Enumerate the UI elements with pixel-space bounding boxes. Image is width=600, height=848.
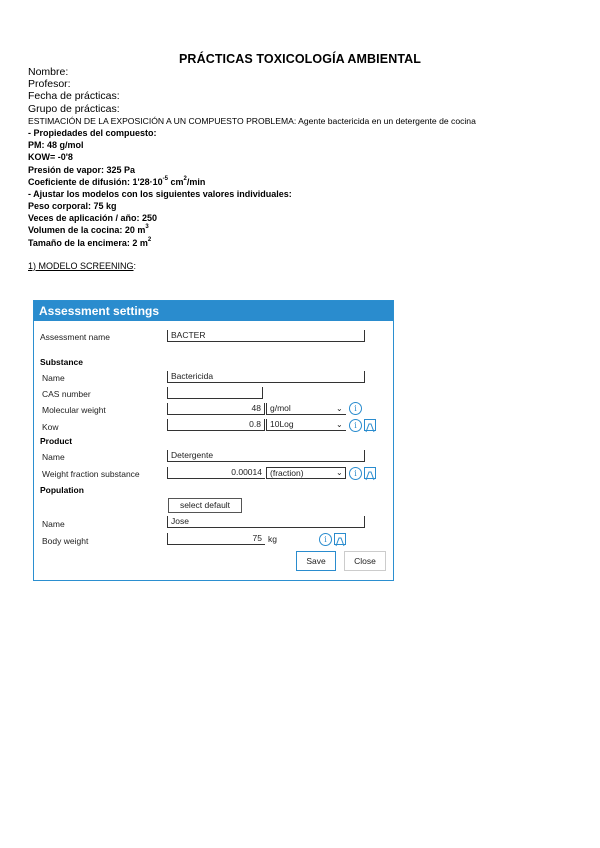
difusion-prefix: Coeficiente de difusión: 1'28·10 [28,176,163,187]
chevron-down-icon[interactable]: ⌄ [336,468,343,477]
modelo-line [28,260,588,272]
modelo-heading: 1) MODELO SCREENING [28,260,134,271]
cas-number-field[interactable] [167,387,263,399]
veces-line: Veces de aplicación / año: 250 [28,213,158,224]
molecular-weight-unit-select[interactable]: g/mol [266,403,346,415]
distribution-curve-icon [365,423,375,433]
substance-name-field[interactable]: Bactericida [167,371,365,383]
difusion-line [28,176,588,188]
population-name-label: Name [42,519,65,529]
propiedades-header: - Propiedades del compuesto: [28,127,157,138]
difusion-exponent-2: 2 [183,175,187,182]
difusion-suffix: /min [186,176,206,187]
weight-fraction-label: Weight fraction substance [42,469,140,479]
product-section-label: Product [40,436,73,446]
body-weight-label: Body weight [42,536,89,546]
info-icon[interactable]: i [349,402,362,415]
difusion-mid: cm [168,176,184,187]
close-button[interactable]: Close [344,551,386,571]
substance-section-label: Substance [40,357,83,367]
cas-number-label: CAS number [42,389,91,399]
chevron-down-icon[interactable]: ⌄ [336,404,343,413]
product-name-field[interactable]: Detergente [167,450,365,462]
profesor-line: Profesor: [28,78,71,91]
distribution-icon[interactable] [364,467,376,479]
grupo-line: Grupo de prácticas: [28,102,120,115]
tamano-line [28,237,588,249]
info-icon[interactable]: i [319,533,332,546]
pm-line: PM: 48 g/mol [28,140,84,151]
peso-line: Peso corporal: 75 kg [28,201,117,212]
molecular-weight-field[interactable]: 48 [167,403,265,415]
tamano-exponent: 2 [147,236,152,243]
distribution-curve-icon [365,471,375,481]
presion-line: Presión de vapor: 325 Pa [28,164,136,175]
assessment-name-field[interactable]: BACTER [167,330,365,342]
select-default-button[interactable]: select default [168,498,242,513]
kow-unit-select[interactable]: 10Log [266,419,346,431]
volumen-line [28,224,588,236]
body-weight-unit: kg [268,534,277,544]
kow-label: Kow [42,422,59,432]
distribution-icon[interactable] [334,533,346,545]
tamano-prefix: Tamaño de la encimera: 2 m [28,237,148,248]
difusion-exponent: -5 [162,175,169,182]
kow-field[interactable]: 0.8 [167,419,265,431]
population-name-field[interactable]: Jose [167,516,365,528]
nombre-line: Nombre: [28,66,69,78]
weight-fraction-unit-select[interactable]: (fraction) [266,467,346,479]
population-section-label: Population [40,485,84,495]
save-button[interactable]: Save [296,551,336,571]
dialog-header: Assessment settings [34,301,393,321]
assessment-settings-screenshot [33,300,394,581]
distribution-curve-icon [335,537,345,547]
estimacion-line: ESTIMACIÓN DE LA EXPOSICIÓN A UN COMPUESTO PROBLEMA: Agente bactericida en un detergente de cocina [28,115,476,126]
body-weight-field[interactable]: 75 [167,533,265,545]
info-icon[interactable]: i [349,467,362,480]
molecular-weight-label: Molecular weight [42,405,106,415]
substance-name-label: Name [42,373,65,383]
modelo-colon: : [133,260,137,271]
product-name-label: Name [42,452,65,462]
document-body [28,66,588,272]
volumen-prefix: Volumen de la cocina: 20 m [28,225,146,236]
distribution-icon[interactable] [364,419,376,431]
assessment-name-label: Assessment name [40,332,110,342]
chevron-down-icon[interactable]: ⌄ [336,420,343,429]
fecha-line: Fecha de prácticas: [28,90,120,103]
info-icon[interactable]: i [349,419,362,432]
volumen-exponent: 3 [145,224,149,231]
weight-fraction-field[interactable]: 0.00014 [167,467,265,479]
document-title: PRÁCTICAS TOXICOLOGÍA AMBIENTAL [179,52,421,66]
ajustar-line: - Ajustar los modelos con los siguientes valores individuales: [28,188,292,199]
kow-line: KOW= -0'8 [28,152,73,163]
